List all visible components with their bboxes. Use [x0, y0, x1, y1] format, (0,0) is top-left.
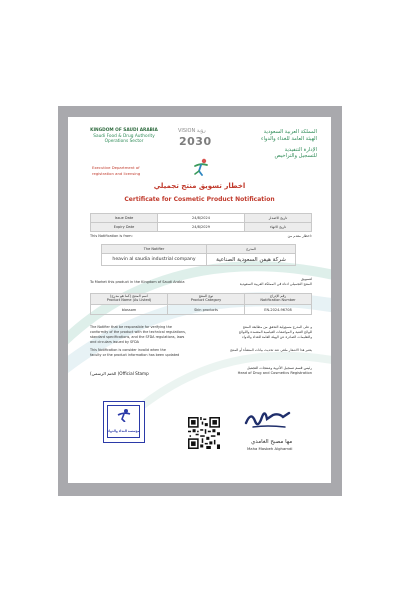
- notification-number-cell: EN-2024-96708: [245, 305, 312, 315]
- department-line: Executive Department of: [92, 165, 140, 170]
- vision-year: 2030: [179, 135, 212, 148]
- figure-emblem-icon: [193, 158, 209, 176]
- stamp-emblem-icon: [116, 408, 132, 422]
- notification-number-header: [245, 294, 312, 305]
- header-ar: نوع المنتج: [198, 294, 214, 299]
- product-category-header: [168, 294, 245, 305]
- product-table: [90, 293, 312, 315]
- header-en: Product Category: [190, 298, 222, 302]
- qr-code-icon: [188, 417, 220, 449]
- header-right-line: الهيئة العامة للغذاء والدواء: [261, 135, 317, 142]
- product-category-cell: Skin products: [168, 305, 245, 315]
- table-row: [91, 294, 312, 305]
- signatory-name-en: Maha Mosbeh Alghamdi: [247, 446, 293, 451]
- table-row: [91, 214, 312, 223]
- notifier-table: [101, 244, 296, 266]
- header-right-line: المملكة العربية السعودية: [263, 129, 317, 135]
- expiry-date-label: Expiry Date: [91, 223, 158, 232]
- table-row: [91, 305, 312, 315]
- void-notice-en-line: faculty or the product information has been updated: [90, 353, 180, 357]
- header-en: Product Name (As Listed): [106, 298, 152, 302]
- signatory-name-ar: مها مصبح الغامدي: [251, 439, 293, 445]
- signature-icon: [243, 405, 293, 435]
- responsibility-en-line: standard specifications, and the SFDA regulations, laws: [90, 335, 185, 339]
- responsibility-ar-line: و على المدرج مسؤولية التحقق من مطابقة المنتج: [242, 325, 312, 329]
- responsibility-en-line: The Notifier that be responsible for verifying the: [90, 325, 172, 329]
- dates-table: [90, 213, 312, 232]
- stamp-label: (الختم الرسمي (Official Stamp: [90, 371, 149, 376]
- header-ar: رقم الإدراج: [269, 294, 287, 299]
- notifier-label-ar: المدرج: [207, 245, 296, 254]
- header-right-line: للتسجيل والتراخيص: [274, 153, 317, 160]
- header-left-line: Saudi Food & Drug Authority: [93, 133, 155, 139]
- header-left-line: Operations Sector: [104, 139, 144, 145]
- market-line-en: To Market this product in the Kingdom of Saudi Arabia: [90, 280, 185, 284]
- responsibility-ar-line: للوائح الفنية و المواصفات القياسية المعتمدة واللوائح: [238, 330, 312, 334]
- issue-date-label-ar: تاريخ الاصدار: [245, 214, 312, 223]
- vision-label: VISION رؤية: [178, 128, 206, 134]
- issue-date-value: 24/8/2024: [158, 214, 245, 223]
- expiry-date-value: 24/8/2029: [158, 223, 245, 232]
- responsibility-en-line: and circulars issued by SFDA: [90, 340, 140, 344]
- title-english: Certificate for Cosmetic Product Notification: [124, 196, 275, 203]
- void-notice-en-line: This Notification is consider invalid when the: [90, 348, 166, 352]
- void-notice-ar: يعتبر هذا الاشعار ملغي عند تحديث بيانات المنشأة أو المنتج: [230, 348, 312, 352]
- notifier-name-en: heavin al saudia industrial company: [102, 254, 207, 266]
- notification-from-ar: اخطار مقدم من:: [287, 234, 312, 238]
- official-stamp: [103, 401, 145, 443]
- table-row: [102, 254, 296, 266]
- department-line: registration and licensing: [92, 171, 141, 176]
- header-ar: اسم المنتج (كما هو مدرج): [110, 294, 148, 299]
- header-right: [235, 129, 317, 160]
- responsibility-ar-line: والتعليمات الصادرة عن الهيئة العامة للغذاء والدواء: [242, 335, 312, 339]
- table-row: [102, 245, 296, 254]
- stamp-text: مؤسسة الغذاء والدواء: [107, 429, 140, 433]
- notification-from-en: This Notification is from:: [90, 234, 133, 238]
- title-arabic: اخطار تسويق منتج تجميلي: [153, 182, 246, 190]
- table-row: [91, 223, 312, 232]
- expiry-date-label-ar: تاريخ الانهاء: [245, 223, 312, 232]
- market-line-ar-2: المنتج التجميلي ادناه في المملكة العربية السعودية: [239, 282, 312, 286]
- header-en: Notification Number: [260, 298, 296, 302]
- product-name-cell: blossom: [91, 305, 168, 315]
- notifier-name-ar: شركة هيفن السعودية الصناعية: [207, 254, 296, 266]
- certificate-page: [68, 117, 331, 483]
- market-line-ar-1: لتسويق: [301, 277, 312, 281]
- product-name-header: [91, 294, 168, 305]
- issue-date-label: Issue Date: [91, 214, 158, 223]
- qr-code[interactable]: [188, 417, 220, 449]
- header-left-line: KINGDOM OF SAUDI ARABIA: [90, 128, 158, 133]
- responsibility-en-line: conformity of the product with the technical regulations,: [90, 330, 186, 334]
- signatory-title-ar: رئيس قسم تسجيل الأدوية ومنتجات التجميل: [246, 366, 312, 370]
- header-right-line: الإدارة التنفيذية: [284, 146, 317, 153]
- signatory-title-en: Head of Drug and Cosmetics Registration: [237, 371, 312, 375]
- notifier-label-en: The Notifier: [102, 245, 207, 254]
- header-left: [88, 128, 160, 145]
